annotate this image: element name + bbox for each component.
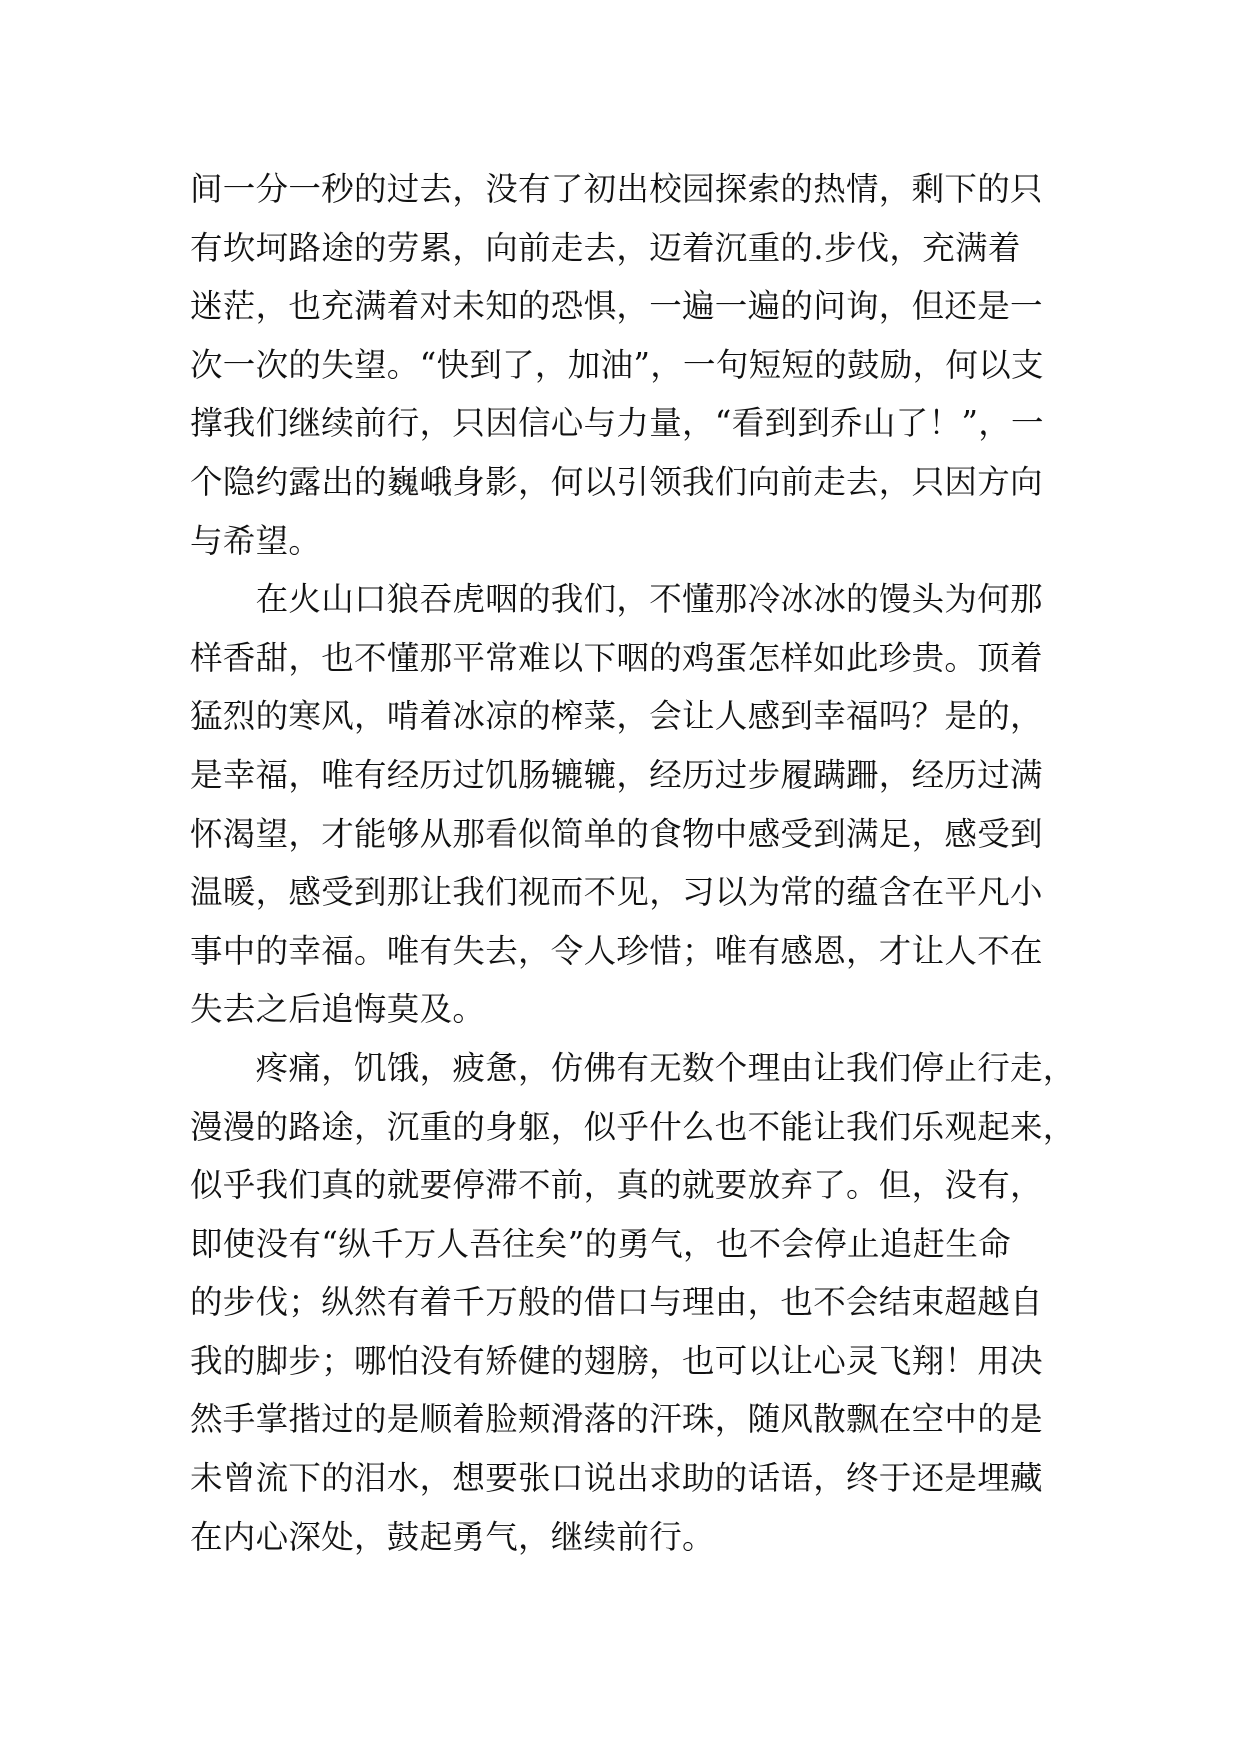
text-line: 然手掌揩过的是顺着脸颊滑落的汗珠，随风散飘在空中的是 <box>190 1400 1043 1439</box>
text-line: 个隐约露出的巍峨身影，何以引领我们向前走去，只因方向 <box>190 462 1043 501</box>
text-line: 在火山口狼吞虎咽的我们，不懂那冷冰冰的馒头为何那 <box>190 580 1043 619</box>
text-line: 未曾流下的泪水，想要张口说出求助的话语，终于还是埋藏 <box>190 1459 1043 1498</box>
text-line: 是幸福，唯有经历过饥肠辘辘，经历过步履蹒跚，经历过满 <box>190 755 1043 794</box>
text-line: 温暖，感受到那让我们视而不见，习以为常的蕴含在平凡小 <box>190 873 1043 912</box>
text-line: 怀渴望，才能够从那看似简单的食物中感受到满足，感受到 <box>190 814 1043 853</box>
text-line: 与希望。 <box>190 521 322 560</box>
text-line: 间一分一秒的过去，没有了初出校园探索的热情，剩下的只 <box>190 170 1043 208</box>
text-line: 在内心深处，鼓起勇气，继续前行。 <box>190 1517 715 1556</box>
text-line: 样香甜，也不懂那平常难以下咽的鸡蛋怎样如此珍贵。顶着 <box>190 638 1043 677</box>
text-line: 失去之后追悔莫及。 <box>190 990 486 1029</box>
text-line: 事中的幸福。唯有失去，令人珍惜；唯有感恩，才让人不在 <box>190 931 1043 970</box>
text-line: 我的脚步；哪怕没有矫健的翅膀，也可以让心灵飞翔！用决 <box>190 1341 1043 1380</box>
text-line: 次一次的失望。“快到了，加油”，一句短短的鼓励，何以支 <box>190 345 1044 384</box>
text-line: 迷茫，也充满着对未知的恐惧，一遍一遍的问询，但还是一 <box>190 287 1043 326</box>
document-body <box>190 160 1076 1566</box>
text-line: 有坎坷路途的劳累，向前走去，迈着沉重的.步伐，充满着 <box>190 228 1021 267</box>
text-line: 撑我们继续前行，只因信心与力量，“看到到乔山了！”，一 <box>190 404 1044 443</box>
text-line: 猛烈的寒风，啃着冰凉的榨菜，会让人感到幸福吗？是的， <box>190 697 1043 736</box>
text-line: 的步伐；纵然有着千万般的借口与理由，也不会结束超越自 <box>190 1283 1043 1322</box>
text-line: 疼痛，饥饿，疲惫，仿佛有无数个理由让我们停止行走， <box>190 1048 1076 1087</box>
text-line: 即使没有“纵千万人吾往矣”的勇气，也不会停止追赶生命 <box>190 1224 1012 1263</box>
text-line: 漫漫的路途，沉重的身躯，似乎什么也不能让我们乐观起来， <box>190 1107 1076 1146</box>
text-line: 似乎我们真的就要停滞不前，真的就要放弃了。但，没有， <box>190 1166 1043 1205</box>
